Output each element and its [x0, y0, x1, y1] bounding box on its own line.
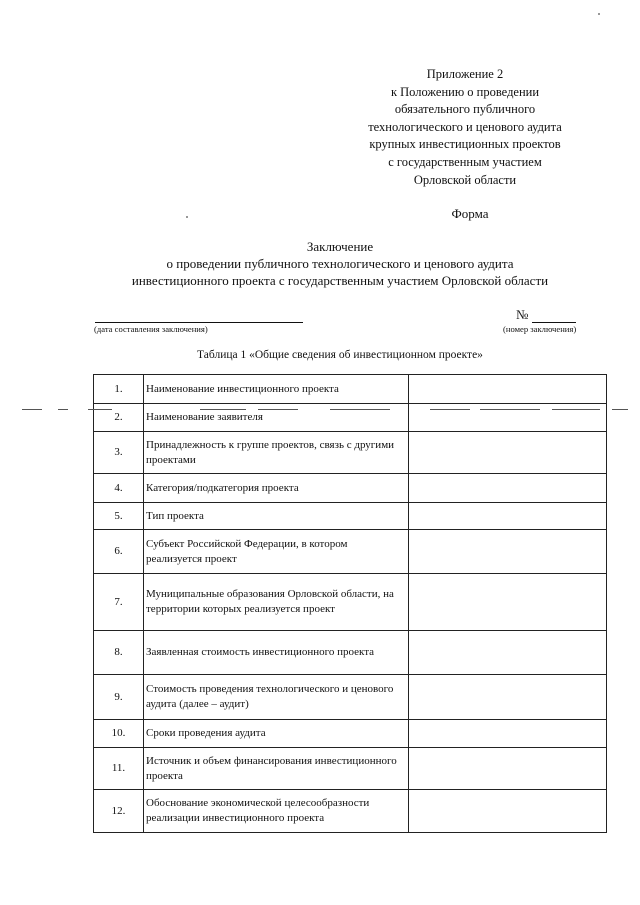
fold-dash [480, 409, 540, 410]
row-number: 4. [94, 474, 144, 503]
row-name: Категория/подкатегория проекта [144, 474, 409, 503]
fold-dash [330, 409, 390, 410]
scan-speck [186, 216, 188, 218]
row-name: Стоимость проведения технологического и ценового аудита (далее – аудит) [144, 675, 409, 720]
row-number: 2. [94, 404, 144, 432]
fold-dash [258, 409, 298, 410]
row-value [409, 432, 607, 474]
row-name: Принадлежность к группе проектов, связь с другими проектами [144, 432, 409, 474]
scan-speck [598, 13, 600, 15]
table-row [94, 404, 607, 432]
fold-dash [88, 409, 112, 410]
row-name: Источник и объем финансирования инвестиционного проекта [144, 748, 409, 790]
date-caption: (дата составления заключения) [94, 324, 208, 334]
row-name: Обоснование экономической целесообразности реализации инвестиционного проекта [144, 790, 409, 833]
fold-dash [58, 409, 68, 410]
row-number: 1. [94, 375, 144, 404]
number-sign: № [516, 307, 529, 322]
row-name: Наименование заявителя [144, 404, 409, 432]
table-row [94, 631, 607, 675]
row-value [409, 720, 607, 748]
row-value [409, 748, 607, 790]
appendix-block [330, 66, 600, 189]
row-value [409, 474, 607, 503]
appendix-line: с государственным участием [388, 154, 542, 169]
row-name: Наименование инвестиционного проекта [144, 375, 409, 404]
table-row [94, 474, 607, 503]
row-number: 3. [94, 432, 144, 474]
appendix-line: крупных инвестиционных проектов [369, 137, 561, 152]
appendix-line: Приложение 2 [426, 67, 504, 81]
form-label: Форма [451, 206, 489, 221]
row-number: 10. [94, 720, 144, 748]
table-row [94, 503, 607, 530]
row-value [409, 375, 607, 404]
table-row [94, 675, 607, 720]
row-value [409, 631, 607, 675]
appendix-line: Орловской области [413, 172, 517, 187]
row-name: Муниципальные образования Орловской области, на территории которых реализуется проект [144, 574, 409, 631]
fold-dash [612, 409, 628, 410]
appendix-line: обязательного публичного [394, 102, 536, 117]
row-value [409, 790, 607, 833]
project-info-table [93, 374, 607, 833]
row-value [409, 503, 607, 530]
row-value [409, 675, 607, 720]
row-number: 12. [94, 790, 144, 833]
title-line: о проведении публичного технологического и ценового аудита [166, 256, 514, 271]
row-number: 8. [94, 631, 144, 675]
row-number: 11. [94, 748, 144, 790]
number-signature-line [532, 322, 576, 323]
fold-dash [552, 409, 600, 410]
number-caption: (номер заключения) [503, 324, 577, 334]
table-row [94, 748, 607, 790]
table-row [94, 720, 607, 748]
fold-dash [430, 409, 470, 410]
fold-dash [200, 409, 246, 410]
row-name: Тип проекта [144, 503, 409, 530]
document-title [60, 238, 620, 289]
appendix-line: к Положению о проведении [390, 84, 540, 99]
table-row [94, 432, 607, 474]
table-row [94, 574, 607, 631]
row-name: Субъект Российской Федерации, в котором реализуется проект [144, 530, 409, 574]
table-caption: Таблица 1 «Общие сведения об инвестиционном проекте» [197, 349, 483, 361]
row-value [409, 530, 607, 574]
date-signature-line [95, 322, 303, 323]
row-number: 9. [94, 675, 144, 720]
title-line: инвестиционного проекта с государственным участием Орловской области [131, 273, 549, 288]
row-number: 7. [94, 574, 144, 631]
table-row [94, 375, 607, 404]
row-name: Заявленная стоимость инвестиционного проекта [144, 631, 409, 675]
fold-dash [22, 409, 42, 410]
title-line: Заключение [306, 239, 374, 254]
table-row [94, 530, 607, 574]
row-number: 6. [94, 530, 144, 574]
appendix-line: технологического и ценового аудита [368, 119, 562, 134]
table-row [94, 790, 607, 833]
row-number: 5. [94, 503, 144, 530]
row-value [409, 574, 607, 631]
row-value [409, 404, 607, 432]
row-name: Сроки проведения аудита [144, 720, 409, 748]
